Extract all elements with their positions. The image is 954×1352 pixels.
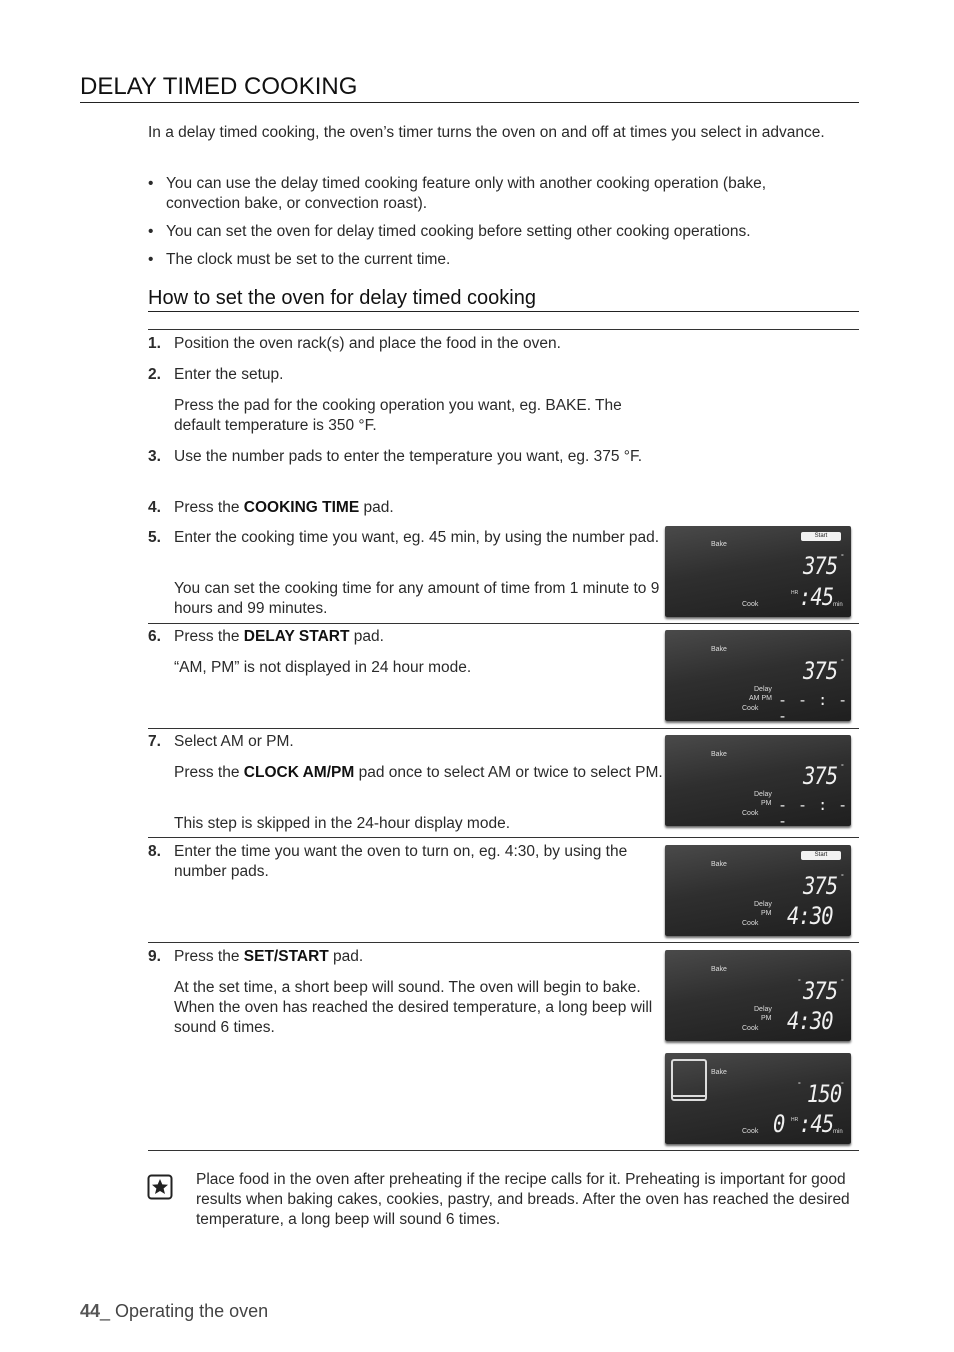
display-degree: °	[841, 764, 844, 771]
step-6-detail: “AM, PM” is not displayed in 24 hour mode.	[174, 659, 472, 676]
table-rule	[148, 837, 859, 838]
step-7-detail: Press the CLOCK AM/PM pad once to select AM or twice to select PM.	[174, 764, 663, 781]
bullet-text: The clock must be set to the current time.	[166, 251, 451, 268]
bullet-dot: •	[148, 251, 154, 268]
bullet-text: You can set the oven for delay timed cooking before setting other cooking operations.	[166, 223, 751, 240]
display-pm-label: PM	[761, 1015, 772, 1022]
display-degree: °	[841, 874, 844, 881]
display-temperature: 375	[803, 552, 838, 580]
step-text: Enter the setup.	[174, 366, 284, 383]
display-start-indicator: Start	[801, 851, 841, 860]
display-mode-label: Bake	[711, 541, 727, 548]
display-mode-label: Bake	[711, 1069, 727, 1076]
display-min-label: min	[833, 1129, 843, 1135]
step-text: Press the DELAY START pad.	[174, 628, 384, 645]
oven-display-4	[665, 845, 851, 936]
oven-display-3	[665, 735, 851, 826]
step-text: Use the number pads to enter the temperature you want, eg. 375 °F.	[174, 448, 643, 465]
display-time: :45	[799, 1110, 834, 1138]
oven-display-1	[665, 526, 851, 617]
display-mode-label: Bake	[711, 861, 727, 868]
display-temperature: 150	[807, 1080, 842, 1108]
display-temperature: 375	[803, 977, 838, 1005]
pad-name: SET/START	[243, 948, 329, 965]
pad-name: COOKING TIME	[243, 499, 360, 516]
display-time: 4:30	[787, 1007, 833, 1035]
step-text: Position the oven rack(s) and place the food in the oven.	[174, 335, 561, 352]
bullet-dot: •	[148, 223, 154, 240]
oven-display-5	[665, 950, 851, 1041]
display-mode-label: Bake	[711, 966, 727, 973]
step-number: 9.	[148, 948, 161, 965]
display-temperature: 375	[803, 657, 838, 685]
step-number: 5.	[148, 529, 161, 546]
display-cook-label: Cook	[742, 920, 759, 927]
display-mode-label: Bake	[711, 751, 727, 758]
display-time: 4:30	[787, 902, 833, 930]
step-9-detail: At the set time, a short beep will sound. The oven will begin to bake. When the oven has reached the desired temperature, a long beep will sound 6 times.	[174, 979, 653, 1036]
table-rule	[148, 623, 859, 624]
step-number: 6.	[148, 628, 161, 645]
display-degree: °	[841, 554, 844, 561]
display-time: - - : - -	[778, 796, 849, 826]
display-delay-label: Delay	[754, 686, 772, 693]
note-text: Place food in the oven after preheating if the recipe calls for it. Preheating is important for good results when baking cakes, cookies, pastry, and breads. After the oven has reached the desired temperature, a long beep will sound 6 times.	[196, 1171, 850, 1228]
table-rule	[148, 728, 859, 729]
display-time: :45	[799, 583, 834, 611]
oven-door-base	[673, 1095, 705, 1097]
display-hours: 0	[773, 1110, 785, 1138]
section-subtitle: How to set the oven for delay timed cooking	[148, 285, 859, 312]
step-2-detail: Press the pad for the cooking operation you want, eg. BAKE. The default temperature is 350 °F.	[174, 397, 622, 434]
step-number: 3.	[148, 448, 161, 465]
display-cook-label: Cook	[742, 705, 759, 712]
step-text: Press the SET/START pad.	[174, 948, 364, 965]
display-delay-label: Delay	[754, 901, 772, 908]
step-text: Enter the time you want the oven to turn on, eg. 4:30, by using the number pads.	[174, 843, 628, 880]
step-7-detail-2: This step is skipped in the 24-hour display mode.	[174, 815, 511, 832]
step-text: Select AM or PM.	[174, 733, 294, 750]
oven-display-2	[665, 630, 851, 721]
pad-name: CLOCK AM/PM	[243, 764, 355, 781]
pad-name: DELAY START	[243, 628, 350, 645]
step-number: 1.	[148, 335, 161, 352]
intro-paragraph: In a delay timed cooking, the oven’s timer turns the oven on and off at times you select in advance.	[148, 124, 825, 141]
display-min-label: min	[833, 602, 843, 608]
page-footer	[80, 1300, 268, 1322]
step-number: 8.	[148, 843, 161, 860]
step-number: 2.	[148, 366, 161, 383]
display-preheat-dot: °	[798, 979, 801, 986]
footer-section: _ Operating the oven	[100, 1301, 269, 1321]
display-degree: °	[841, 1082, 844, 1089]
display-start-indicator: Start	[801, 532, 841, 541]
display-mode-label: Bake	[711, 646, 727, 653]
step-number: 4.	[148, 499, 161, 516]
display-pm-label: PM	[761, 910, 772, 917]
display-cook-label: Cook	[742, 1128, 759, 1135]
display-pm-label: PM	[761, 800, 772, 807]
bullet-text: You can use the delay timed cooking feature only with another cooking operation (bake, convection bake, or convection roast).	[166, 175, 767, 212]
display-delay-label: Delay	[754, 791, 772, 798]
step-number: 7.	[148, 733, 161, 750]
display-hr-label: HR	[791, 1117, 799, 1123]
page-title: DELAY TIMED COOKING	[80, 72, 859, 103]
page-number: 44	[80, 1301, 101, 1321]
display-degree: °	[841, 979, 844, 986]
display-delay-label: Delay	[754, 1006, 772, 1013]
display-temperature: 375	[803, 872, 838, 900]
step-text: Enter the cooking time you want, eg. 45 min, by using the number pad.	[174, 529, 660, 546]
display-cook-label: Cook	[742, 601, 759, 608]
table-rule	[148, 329, 859, 330]
display-preheat-dot: °	[798, 1082, 801, 1089]
bullet-dot: •	[148, 175, 154, 192]
oven-display-6	[665, 1053, 851, 1144]
display-hr-label: HR	[791, 590, 799, 596]
star-note-icon	[147, 1174, 173, 1200]
table-rule	[148, 942, 859, 943]
step-5-detail: You can set the cooking time for any amount of time from 1 minute to 9 hours and 99 minutes.	[174, 580, 660, 617]
table-rule	[148, 1150, 859, 1151]
display-cook-label: Cook	[742, 1025, 759, 1032]
step-text: Press the COOKING TIME pad.	[174, 499, 394, 516]
display-cook-label: Cook	[742, 810, 759, 817]
display-degree: °	[841, 659, 844, 666]
display-time: - - : - -	[778, 691, 849, 721]
display-temperature: 375	[803, 762, 838, 790]
display-ampm-label: AM PM	[749, 695, 772, 702]
